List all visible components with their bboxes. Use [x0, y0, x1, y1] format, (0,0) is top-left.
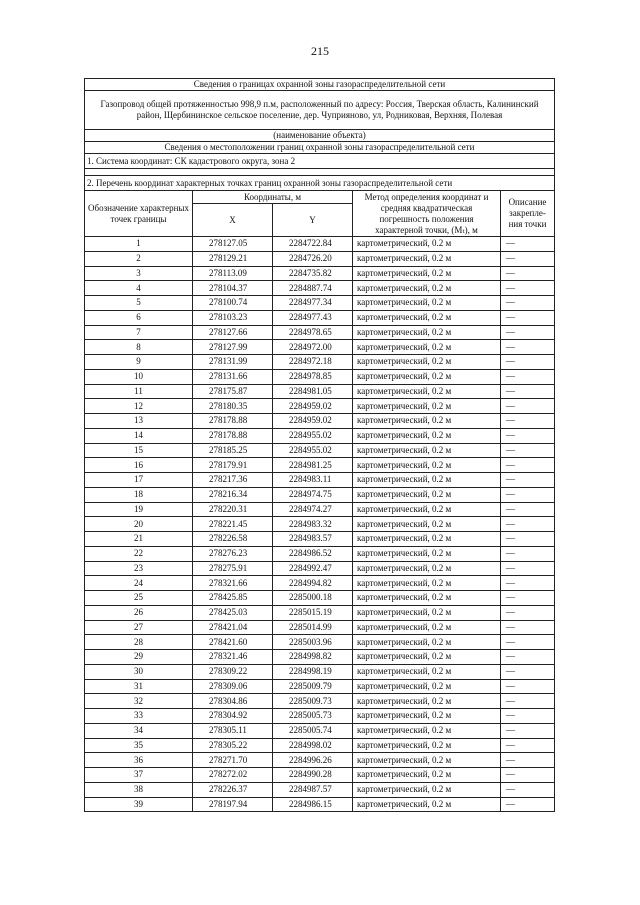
header-point: Обозначение характерных точек границы: [85, 191, 193, 237]
method-cell: картометрический, 0.2 м: [353, 502, 501, 517]
x-coordinate-cell: 278226.37: [193, 782, 273, 797]
y-coordinate-cell: 2285014.99: [273, 620, 353, 635]
x-coordinate-cell: 278185.25: [193, 443, 273, 458]
point-number-cell: 14: [85, 428, 193, 443]
table-row: [85, 487, 555, 502]
point-number-cell: 38: [85, 782, 193, 797]
y-coordinate-cell: 2284972.00: [273, 340, 353, 355]
table-row: [85, 473, 555, 488]
description-cell: —: [501, 428, 555, 443]
y-coordinate-cell: 2284983.32: [273, 517, 353, 532]
x-coordinate-cell: 278304.92: [193, 709, 273, 724]
x-coordinate-cell: 278180.35: [193, 399, 273, 414]
point-number-cell: 17: [85, 473, 193, 488]
x-coordinate-cell: 278175.87: [193, 384, 273, 399]
y-coordinate-cell: 2284983.57: [273, 532, 353, 547]
description-cell: —: [501, 605, 555, 620]
point-number-cell: 28: [85, 635, 193, 650]
spacer-row: [85, 169, 555, 176]
y-coordinate-cell: 2284986.52: [273, 546, 353, 561]
x-coordinate-cell: 278100.74: [193, 296, 273, 311]
y-coordinate-cell: 2284998.82: [273, 650, 353, 665]
method-cell: картометрический, 0.2 м: [353, 605, 501, 620]
y-coordinate-cell: 2284986.15: [273, 797, 353, 812]
table-row: [85, 664, 555, 679]
y-coordinate-cell: 2284998.02: [273, 738, 353, 753]
location-row: [85, 142, 555, 154]
point-number-cell: 20: [85, 517, 193, 532]
description-cell: —: [501, 310, 555, 325]
spacer-cell: [85, 169, 555, 176]
x-coordinate-cell: 278321.66: [193, 576, 273, 591]
point-number-cell: 24: [85, 576, 193, 591]
description-cell: —: [501, 635, 555, 650]
description-cell: —: [501, 251, 555, 266]
header-description: Описание закрепле-ния точки: [501, 191, 555, 237]
coordinate-system-row: [85, 154, 555, 169]
point-number-cell: 25: [85, 591, 193, 606]
table-row: [85, 561, 555, 576]
description-cell: —: [501, 591, 555, 606]
description-cell: —: [501, 487, 555, 502]
table-row: [85, 458, 555, 473]
method-cell: картометрический, 0.2 м: [353, 561, 501, 576]
y-coordinate-cell: 2284959.02: [273, 414, 353, 429]
y-coordinate-cell: 2284977.43: [273, 310, 353, 325]
boundary-table: [84, 78, 555, 812]
point-number-cell: 3: [85, 266, 193, 281]
x-coordinate-cell: 278131.99: [193, 355, 273, 370]
method-cell: картометрический, 0.2 м: [353, 591, 501, 606]
description-cell: —: [501, 768, 555, 783]
x-coordinate-cell: 278127.99: [193, 340, 273, 355]
method-cell: картометрический, 0.2 м: [353, 428, 501, 443]
y-coordinate-cell: 2284974.75: [273, 487, 353, 502]
method-cell: картометрический, 0.2 м: [353, 443, 501, 458]
description-cell: —: [501, 782, 555, 797]
y-coordinate-cell: 2285015.19: [273, 605, 353, 620]
x-coordinate-cell: 278421.04: [193, 620, 273, 635]
table-row: [85, 768, 555, 783]
x-coordinate-cell: 278216.34: [193, 487, 273, 502]
description-cell: —: [501, 237, 555, 252]
location-caption: Сведения о местоположении границ охранной зоны газораспределительной сети: [85, 142, 555, 154]
description-cell: —: [501, 473, 555, 488]
y-coordinate-cell: 2284722.84: [273, 237, 353, 252]
description-cell: —: [501, 414, 555, 429]
y-coordinate-cell: 2284735.82: [273, 266, 353, 281]
x-coordinate-cell: 278217.36: [193, 473, 273, 488]
table-row: [85, 605, 555, 620]
x-coordinate-cell: 278197.94: [193, 797, 273, 812]
object-row: [85, 91, 555, 130]
y-coordinate-cell: 2285000.18: [273, 591, 353, 606]
coordinates-list-title: 2. Перечень координат характерных точках границ охранной зоны газораспределительной сети: [85, 176, 555, 191]
description-cell: —: [501, 576, 555, 591]
table-row: [85, 266, 555, 281]
method-cell: картометрический, 0.2 м: [353, 664, 501, 679]
y-coordinate-cell: 2284955.02: [273, 428, 353, 443]
point-number-cell: 31: [85, 679, 193, 694]
table-row: [85, 650, 555, 665]
table-row: [85, 753, 555, 768]
table-row: [85, 384, 555, 399]
x-coordinate-cell: 278321.46: [193, 650, 273, 665]
x-coordinate-cell: 278178.88: [193, 428, 273, 443]
description-cell: —: [501, 709, 555, 724]
description-cell: —: [501, 443, 555, 458]
y-coordinate-cell: 2284981.25: [273, 458, 353, 473]
table-row: [85, 281, 555, 296]
object-description: Газопровод общей протяженностью 998,9 п.м, расположенный по адресу: Россия, Тверская область, Калининский район, Щербининское сельское поселение, дер. Чуприяново, ул, Родниковая, Верхняя, Полевая: [85, 91, 555, 130]
x-coordinate-cell: 278129.21: [193, 251, 273, 266]
header-coordinates: Координаты, м: [193, 191, 353, 204]
list-title-row: [85, 176, 555, 191]
table-row: [85, 620, 555, 635]
method-cell: картометрический, 0.2 м: [353, 517, 501, 532]
method-cell: картометрический, 0.2 м: [353, 679, 501, 694]
point-number-cell: 5: [85, 296, 193, 311]
point-number-cell: 18: [85, 487, 193, 502]
x-coordinate-cell: 278305.22: [193, 738, 273, 753]
y-coordinate-cell: 2284726.20: [273, 251, 353, 266]
method-cell: картометрический, 0.2 м: [353, 723, 501, 738]
point-number-cell: 32: [85, 694, 193, 709]
table-row: [85, 296, 555, 311]
y-coordinate-cell: 2285009.79: [273, 679, 353, 694]
header-x: X: [193, 204, 273, 237]
y-coordinate-cell: 2284977.34: [273, 296, 353, 311]
y-coordinate-cell: 2285003.96: [273, 635, 353, 650]
point-number-cell: 27: [85, 620, 193, 635]
method-cell: картометрический, 0.2 м: [353, 576, 501, 591]
point-number-cell: 8: [85, 340, 193, 355]
table-row: [85, 591, 555, 606]
table-row: [85, 738, 555, 753]
method-cell: картометрический, 0.2 м: [353, 620, 501, 635]
x-coordinate-cell: 278127.05: [193, 237, 273, 252]
table-row: [85, 723, 555, 738]
page-number: 215: [311, 44, 329, 58]
table-row: [85, 428, 555, 443]
table-row: [85, 414, 555, 429]
method-cell: картометрический, 0.2 м: [353, 414, 501, 429]
x-coordinate-cell: 278309.06: [193, 679, 273, 694]
point-number-cell: 19: [85, 502, 193, 517]
method-cell: картометрический, 0.2 м: [353, 797, 501, 812]
description-cell: —: [501, 355, 555, 370]
point-number-cell: 22: [85, 546, 193, 561]
x-coordinate-cell: 278103.23: [193, 310, 273, 325]
y-coordinate-cell: 2285005.73: [273, 709, 353, 724]
x-coordinate-cell: 278421.60: [193, 635, 273, 650]
method-cell: картометрический, 0.2 м: [353, 487, 501, 502]
method-cell: картометрический, 0.2 м: [353, 753, 501, 768]
point-number-cell: 23: [85, 561, 193, 576]
point-number-cell: 35: [85, 738, 193, 753]
x-coordinate-cell: 278226.58: [193, 532, 273, 547]
description-cell: —: [501, 679, 555, 694]
description-cell: —: [501, 738, 555, 753]
table-row: [85, 694, 555, 709]
point-number-cell: 12: [85, 399, 193, 414]
description-cell: —: [501, 797, 555, 812]
method-cell: картометрический, 0.2 м: [353, 281, 501, 296]
method-cell: картометрический, 0.2 м: [353, 340, 501, 355]
method-cell: картометрический, 0.2 м: [353, 635, 501, 650]
description-cell: —: [501, 384, 555, 399]
description-cell: —: [501, 281, 555, 296]
description-cell: —: [501, 399, 555, 414]
table-row: [85, 709, 555, 724]
point-number-cell: 7: [85, 325, 193, 340]
x-coordinate-cell: 278271.70: [193, 753, 273, 768]
x-coordinate-cell: 278309.22: [193, 664, 273, 679]
y-coordinate-cell: 2284978.65: [273, 325, 353, 340]
y-coordinate-cell: 2284998.19: [273, 664, 353, 679]
table-row: [85, 399, 555, 414]
point-number-cell: 21: [85, 532, 193, 547]
description-cell: —: [501, 753, 555, 768]
y-coordinate-cell: 2284994.82: [273, 576, 353, 591]
y-coordinate-cell: 2284955.02: [273, 443, 353, 458]
method-cell: картометрический, 0.2 м: [353, 546, 501, 561]
method-cell: картометрический, 0.2 м: [353, 355, 501, 370]
y-coordinate-cell: 2284978.85: [273, 369, 353, 384]
object-caption-row: [85, 130, 555, 142]
y-coordinate-cell: 2285005.74: [273, 723, 353, 738]
x-coordinate-cell: 278179.91: [193, 458, 273, 473]
point-number-cell: 37: [85, 768, 193, 783]
point-number-cell: 30: [85, 664, 193, 679]
table-row: [85, 237, 555, 252]
point-number-cell: 36: [85, 753, 193, 768]
table-row: [85, 310, 555, 325]
description-cell: —: [501, 561, 555, 576]
table-row: [85, 546, 555, 561]
method-cell: картометрический, 0.2 м: [353, 399, 501, 414]
x-coordinate-cell: 278272.02: [193, 768, 273, 783]
x-coordinate-cell: 278304.86: [193, 694, 273, 709]
method-cell: картометрический, 0.2 м: [353, 709, 501, 724]
description-cell: —: [501, 340, 555, 355]
description-cell: —: [501, 723, 555, 738]
table-row: [85, 517, 555, 532]
x-coordinate-cell: 278425.03: [193, 605, 273, 620]
table-row: [85, 443, 555, 458]
table-row: [85, 251, 555, 266]
description-cell: —: [501, 266, 555, 281]
x-coordinate-cell: 278113.09: [193, 266, 273, 281]
point-number-cell: 15: [85, 443, 193, 458]
header-row-1: [85, 191, 555, 204]
description-cell: —: [501, 458, 555, 473]
point-number-cell: 13: [85, 414, 193, 429]
y-coordinate-cell: 2284981.05: [273, 384, 353, 399]
table-row: [85, 369, 555, 384]
table-row: [85, 679, 555, 694]
y-coordinate-cell: 2284983.11: [273, 473, 353, 488]
table-row: [85, 502, 555, 517]
y-coordinate-cell: 2284987.57: [273, 782, 353, 797]
table-row: [85, 576, 555, 591]
method-cell: картометрический, 0.2 м: [353, 266, 501, 281]
header-method: Метод определения координат и средняя квадратическая погрешность положения характерной точки, (Mₜ), м: [353, 191, 501, 237]
x-coordinate-cell: 278104.37: [193, 281, 273, 296]
point-number-cell: 34: [85, 723, 193, 738]
point-number-cell: 10: [85, 369, 193, 384]
method-cell: картометрический, 0.2 м: [353, 296, 501, 311]
point-number-cell: 9: [85, 355, 193, 370]
point-number-cell: 29: [85, 650, 193, 665]
method-cell: картометрический, 0.2 м: [353, 325, 501, 340]
description-cell: —: [501, 664, 555, 679]
x-coordinate-cell: 278305.11: [193, 723, 273, 738]
method-cell: картометрический, 0.2 м: [353, 369, 501, 384]
object-name-caption: (наименование объекта): [85, 130, 555, 142]
method-cell: картометрический, 0.2 м: [353, 532, 501, 547]
x-coordinate-cell: 278131.66: [193, 369, 273, 384]
method-cell: картометрический, 0.2 м: [353, 650, 501, 665]
coordinate-system: 1. Система координат: СК кадастрового округа, зона 2: [85, 154, 555, 169]
y-coordinate-cell: 2284996.26: [273, 753, 353, 768]
description-cell: —: [501, 325, 555, 340]
table-row: [85, 635, 555, 650]
point-number-cell: 33: [85, 709, 193, 724]
x-coordinate-cell: 278221.45: [193, 517, 273, 532]
description-cell: —: [501, 620, 555, 635]
method-cell: картометрический, 0.2 м: [353, 237, 501, 252]
header-y: Y: [273, 204, 353, 237]
table-row: [85, 340, 555, 355]
method-cell: картометрический, 0.2 м: [353, 473, 501, 488]
point-number-cell: 4: [85, 281, 193, 296]
table-row: [85, 797, 555, 812]
table-row: [85, 782, 555, 797]
method-cell: картометрический, 0.2 м: [353, 694, 501, 709]
x-coordinate-cell: 278220.31: [193, 502, 273, 517]
description-cell: —: [501, 650, 555, 665]
x-coordinate-cell: 278425.85: [193, 591, 273, 606]
y-coordinate-cell: 2284959.02: [273, 399, 353, 414]
description-cell: —: [501, 517, 555, 532]
point-number-cell: 2: [85, 251, 193, 266]
x-coordinate-cell: 278178.88: [193, 414, 273, 429]
y-coordinate-cell: 2284974.27: [273, 502, 353, 517]
description-cell: —: [501, 296, 555, 311]
point-number-cell: 16: [85, 458, 193, 473]
method-cell: картометрический, 0.2 м: [353, 310, 501, 325]
method-cell: картометрический, 0.2 м: [353, 782, 501, 797]
y-coordinate-cell: 2285009.73: [273, 694, 353, 709]
description-cell: —: [501, 502, 555, 517]
y-coordinate-cell: 2284990.28: [273, 768, 353, 783]
point-number-cell: 1: [85, 237, 193, 252]
method-cell: картометрический, 0.2 м: [353, 458, 501, 473]
x-coordinate-cell: 278127.66: [193, 325, 273, 340]
y-coordinate-cell: 2284992.47: [273, 561, 353, 576]
x-coordinate-cell: 278275.91: [193, 561, 273, 576]
point-number-cell: 26: [85, 605, 193, 620]
table-row: [85, 355, 555, 370]
table-row: [85, 325, 555, 340]
method-cell: картометрический, 0.2 м: [353, 738, 501, 753]
point-number-cell: 11: [85, 384, 193, 399]
x-coordinate-cell: 278276.23: [193, 546, 273, 561]
description-cell: —: [501, 546, 555, 561]
method-cell: картометрический, 0.2 м: [353, 384, 501, 399]
description-cell: —: [501, 532, 555, 547]
description-cell: —: [501, 369, 555, 384]
title-row: [85, 79, 555, 91]
method-cell: картометрический, 0.2 м: [353, 251, 501, 266]
y-coordinate-cell: 2284887.74: [273, 281, 353, 296]
point-number-cell: 39: [85, 797, 193, 812]
point-number-cell: 6: [85, 310, 193, 325]
y-coordinate-cell: 2284972.18: [273, 355, 353, 370]
description-cell: —: [501, 694, 555, 709]
method-cell: картометрический, 0.2 м: [353, 768, 501, 783]
table-title: Сведения о границах охранной зоны газораспределительной сети: [85, 79, 555, 91]
table-row: [85, 532, 555, 547]
